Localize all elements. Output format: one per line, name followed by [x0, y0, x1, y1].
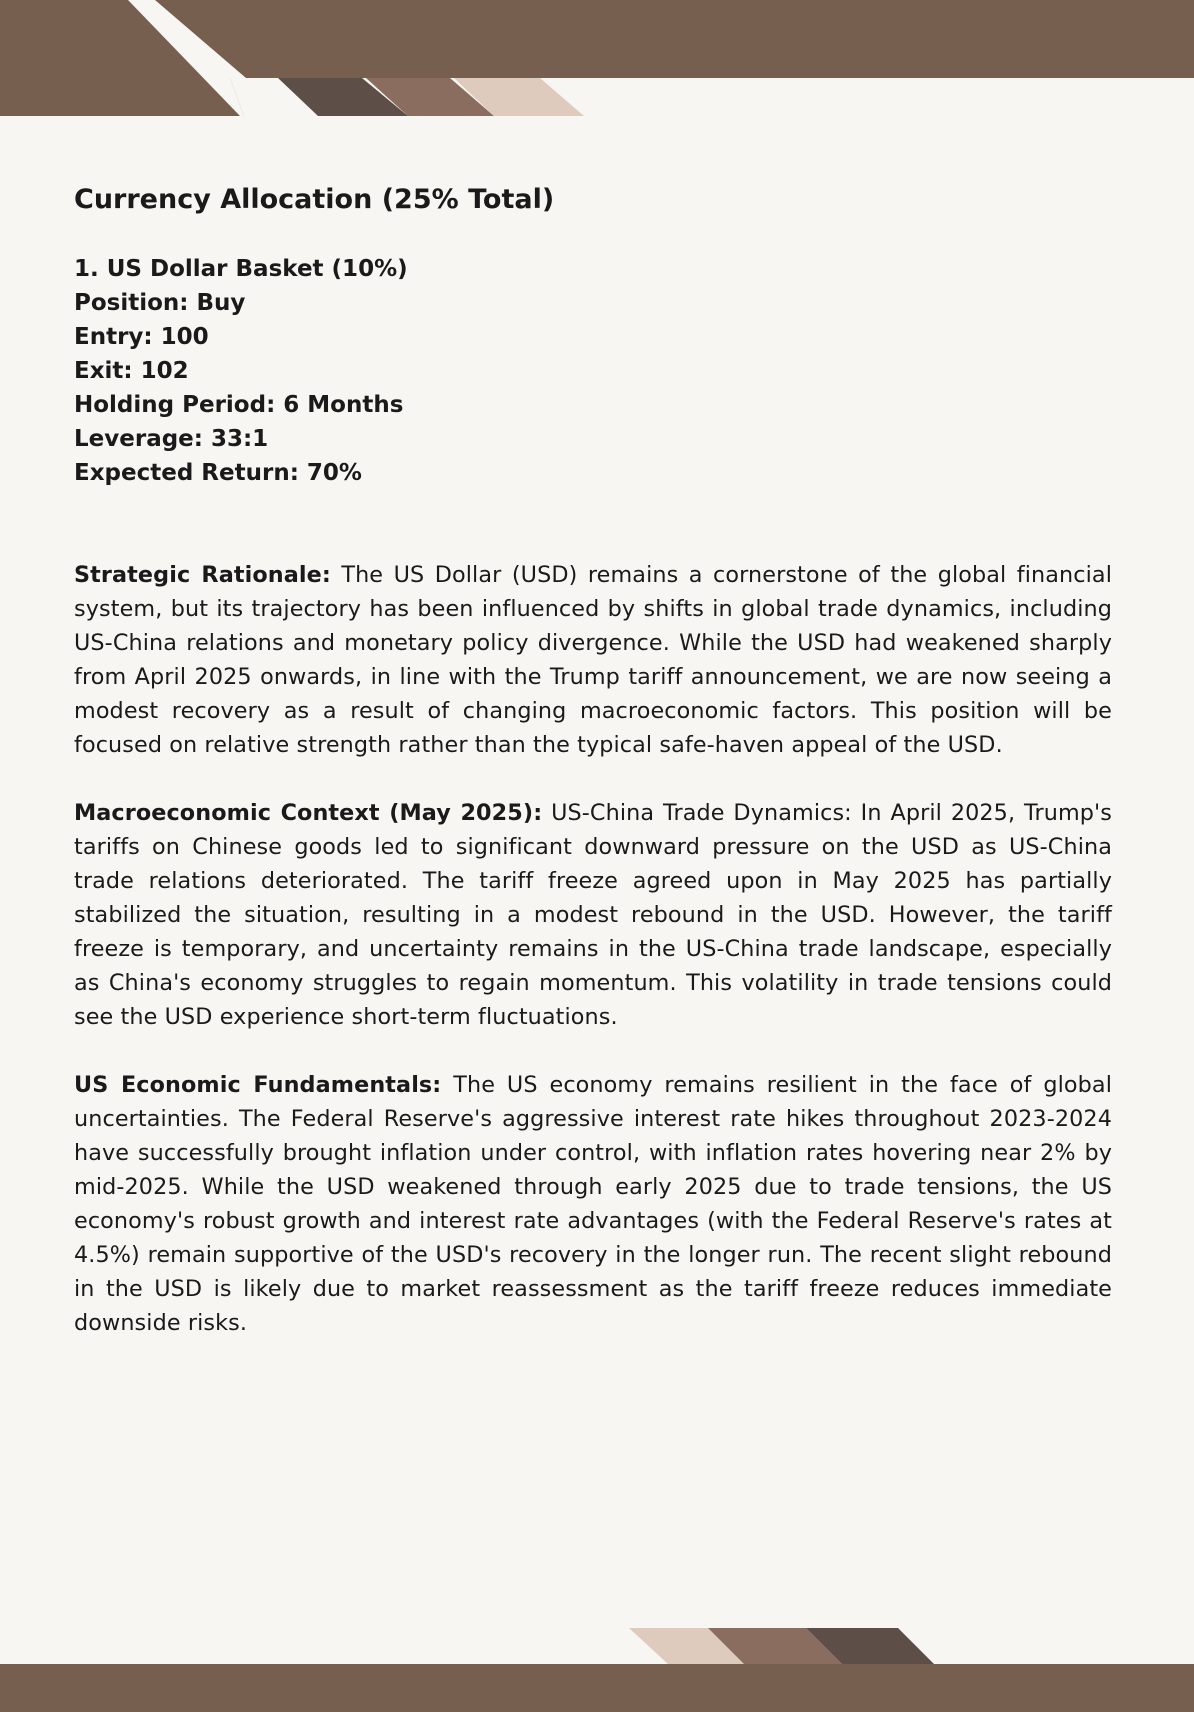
- footer-stripe-dark: [806, 1628, 934, 1664]
- document-body: [74, 180, 1112, 1340]
- position-details: [74, 252, 1112, 490]
- footer-stripe-light: [629, 1628, 744, 1664]
- exit-price: Exit: 102: [74, 358, 189, 384]
- header-stripe-dark: [278, 78, 408, 116]
- leverage: Leverage: 33:1: [74, 426, 269, 452]
- paragraph-text: The US Dollar (USD) remains a cornerstone of the global financial system, but its trajectory has been influenced by shifts in global trade dynamics, including US-China relations and monetary policy divergence. While the USD had weakened sharply from April 2025 onwards, in line with the Trump tariff announcement, we are now seeing a modest recovery as a result of changing macroeconomic factors. This position will be focused on relative strength rather than the typical safe-haven appeal of the USD.: [74, 562, 1112, 758]
- entry-price: Entry: 100: [74, 324, 209, 350]
- holding-period: Holding Period: 6 Months: [74, 392, 404, 418]
- header-slash: [128, 0, 246, 116]
- paragraph-heading: US Economic Fundamentals:: [74, 1072, 442, 1098]
- paragraph-heading: Strategic Rationale:: [74, 562, 331, 588]
- paragraph-text: US-China Trade Dynamics: In April 2025, Trump's tariffs on Chinese goods led to significant downward pressure on the USD as US-China trade relations deteriorated. The tariff freeze agreed upon in May 2025 has partially stabilized the situation, resulting in a modest rebound in the USD. However, the tariff freeze is temporary, and uncertainty remains in the US-China trade landscape, especially as China's economy struggles to regain momentum. This volatility in trade tensions could see the USD experience short-term fluctuations.: [74, 800, 1113, 1030]
- position-side: Position: Buy: [74, 290, 246, 316]
- section-title: Currency Allocation (25% Total): [74, 184, 555, 215]
- footer-band: [0, 1664, 1194, 1712]
- expected-return: Expected Return: 70%: [74, 460, 362, 486]
- economic-fundamentals-paragraph: [74, 1068, 1112, 1340]
- paragraph-text: The US economy remains resilient in the face of global uncertainties. The Federal Reserve's aggressive interest rate hikes throughout 2023-2024 have successfully brought inflation under control, with inflation rates hovering near 2% by mid-2025. While the USD weakened through early 2025 due to trade tensions, the US economy's robust growth and interest rate advantages (with the Federal Reserve's rates at 4.5%) remain supportive of the USD's recovery in the longer run. The recent slight rebound in the USD is likely due to market reassessment as the tariff freeze reduces immediate downside risks.: [74, 1072, 1112, 1336]
- header-band: [0, 0, 1194, 116]
- macroeconomic-context-paragraph: [74, 796, 1112, 1034]
- header-stripe-mid: [366, 78, 494, 116]
- position-name: 1. US Dollar Basket (10%): [74, 256, 408, 282]
- footer-stripe-mid: [708, 1628, 842, 1664]
- strategic-rationale-paragraph: [74, 558, 1112, 762]
- paragraph-heading: Macroeconomic Context (May 2025):: [74, 800, 543, 826]
- header-stripe-light: [454, 78, 584, 116]
